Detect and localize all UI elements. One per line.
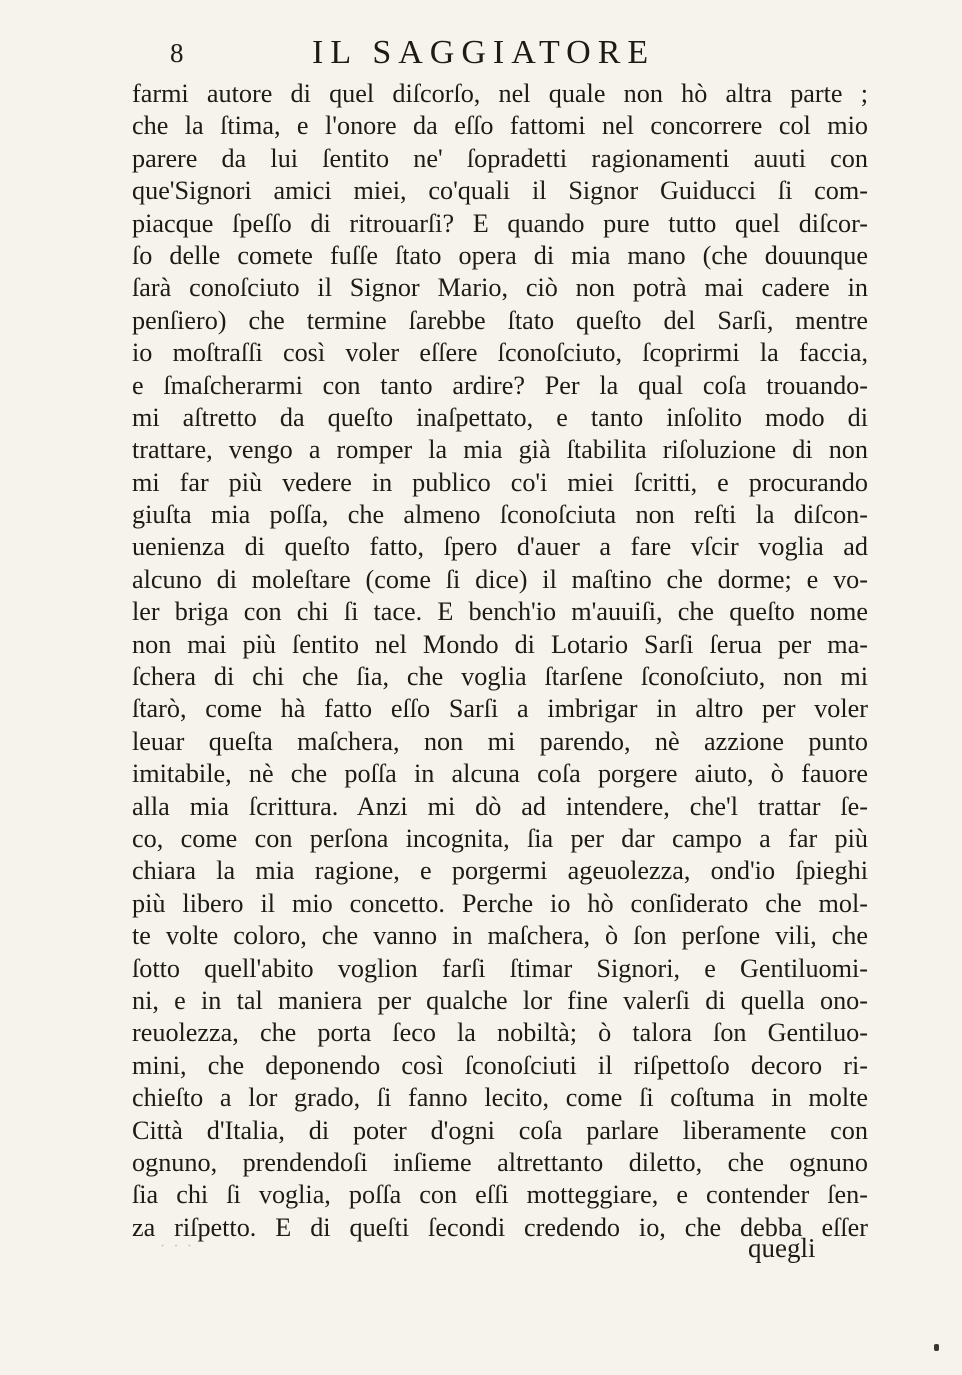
text-line: mini, che deponendo così ſconoſciuti il riſpettoſo decoro ri-: [132, 1050, 868, 1080]
page-number: 8: [170, 38, 185, 68]
text-line: chiara la mia ragione, e porgermi ageuolezza, ond'io ſpieghi: [132, 856, 868, 886]
text-line: più libero il mio concetto. Perche io hò conſiderato che mol-: [132, 888, 868, 918]
text-line: leuar queſta maſchera, non mi parendo, nè azzione punto: [132, 726, 868, 756]
text-line: mi far più vedere in publico co'i miei ſcritti, e procurando: [132, 467, 868, 497]
text-line: che la ſtima, e l'onore da eſſo fattomi nel concorrere col mio: [132, 111, 868, 141]
body-text: [132, 78, 868, 1244]
text-line: ognuno, prendendoſi inſieme altrettanto diletto, che ognuno: [132, 1147, 868, 1177]
text-line: uenienza di queſto fatto, ſpero d'auer a fare vſcir voglia ad: [132, 532, 868, 562]
text-line: ſarà conoſciuto il Signor Mario, ciò non potrà mai cadere in: [132, 273, 868, 303]
page-header: [170, 34, 870, 74]
text-line: farmi autore di quel diſcorſo, nel quale non hò altra parte ;: [132, 79, 868, 108]
text-line: e ſmaſcherarmi con tanto ardire? Per la qual coſa trouando-: [132, 370, 868, 400]
text-line: ſchera di chi che ſia, che voglia ſtarſene ſconoſciuto, non mi: [132, 662, 868, 692]
text-line: alcuno di moleſtare (come ſi dice) il maſtino che dorme; e vo-: [132, 564, 868, 594]
text-line: non mai più ſentito nel Mondo di Lotario Sarſi ſerua per ma-: [132, 629, 868, 659]
text-line: que'Signori amici miei, co'quali il Signor Guiducci ſi com-: [132, 176, 868, 206]
text-line: ſo delle comete fuſſe ſtato opera di mia mano (che douunque: [132, 240, 868, 270]
text-line: ni, e in tal maniera per qualche lor fine valerſi di quella ono-: [132, 985, 868, 1015]
ink-speck: [934, 1344, 939, 1351]
text-line: ſia chi ſi voglia, poſſa con eſſi motteggiare, e contender ſen-: [132, 1180, 868, 1210]
text-line: alla mia ſcrittura. Anzi mi dò ad intendere, che'l trattar ſe-: [132, 791, 868, 821]
text-line: io moſtraſſi così voler eſſere ſconoſciuto, ſcoprirmi la faccia,: [132, 338, 868, 368]
text-line: ſotto quell'abito voglion farſi ſtimar Signori, e Gentiluomi-: [132, 953, 868, 983]
text-line: za riſpetto. E di queſti ſecondi credendo io, che debba eſſer: [132, 1212, 868, 1242]
text-line: giuſta mia poſſa, che almeno ſconoſciuta non reſti la diſcon-: [132, 500, 868, 530]
text-line: trattare, vengo a romper la mia già ſtabilita riſoluzione di non: [132, 435, 868, 465]
text-line: co, come con perſona incognita, ſia per dar campo a far più: [132, 823, 868, 853]
text-line: ſtarò, come hà fatto eſſo Sarſi a imbrigar in altro per voler: [132, 694, 868, 724]
text-line: mi aſtretto da queſto inaſpettato, e tanto inſolito modo di: [132, 402, 868, 432]
text-line: piacque ſpeſſo di ritrouarſi? E quando pure tutto quel diſcor-: [132, 208, 868, 238]
text-line: chieſto a lor grado, ſi fanno lecito, come ſi coſtuma in molte: [132, 1083, 868, 1113]
faint-signature-mark: · · ·: [160, 1238, 194, 1255]
text-line: reuolezza, che porta ſeco la nobiltà; ò talora ſon Gentiluo-: [132, 1018, 868, 1048]
text-line: Città d'Italia, di poter d'ogni coſa parlare liberamente con: [132, 1115, 868, 1145]
text-line: imitabile, nè che poſſa in alcuna coſa porgere aiuto, ò fauore: [132, 759, 868, 789]
text-line: ler briga con chi ſi tace. E bench'io m'auuiſi, che queſto nome: [132, 597, 868, 627]
catchword: quegli: [748, 1233, 816, 1263]
text-line: te volte coloro, che vanno in maſchera, ò ſon perſone vili, che: [132, 921, 868, 951]
running-title: IL SAGGIATORE: [312, 34, 656, 71]
text-line: parere da lui ſentito ne' ſopradetti ragionamenti auuti con: [132, 143, 868, 173]
text-line: penſiero) che termine ſarebbe ſtato queſto del Sarſi, mentre: [132, 305, 868, 335]
